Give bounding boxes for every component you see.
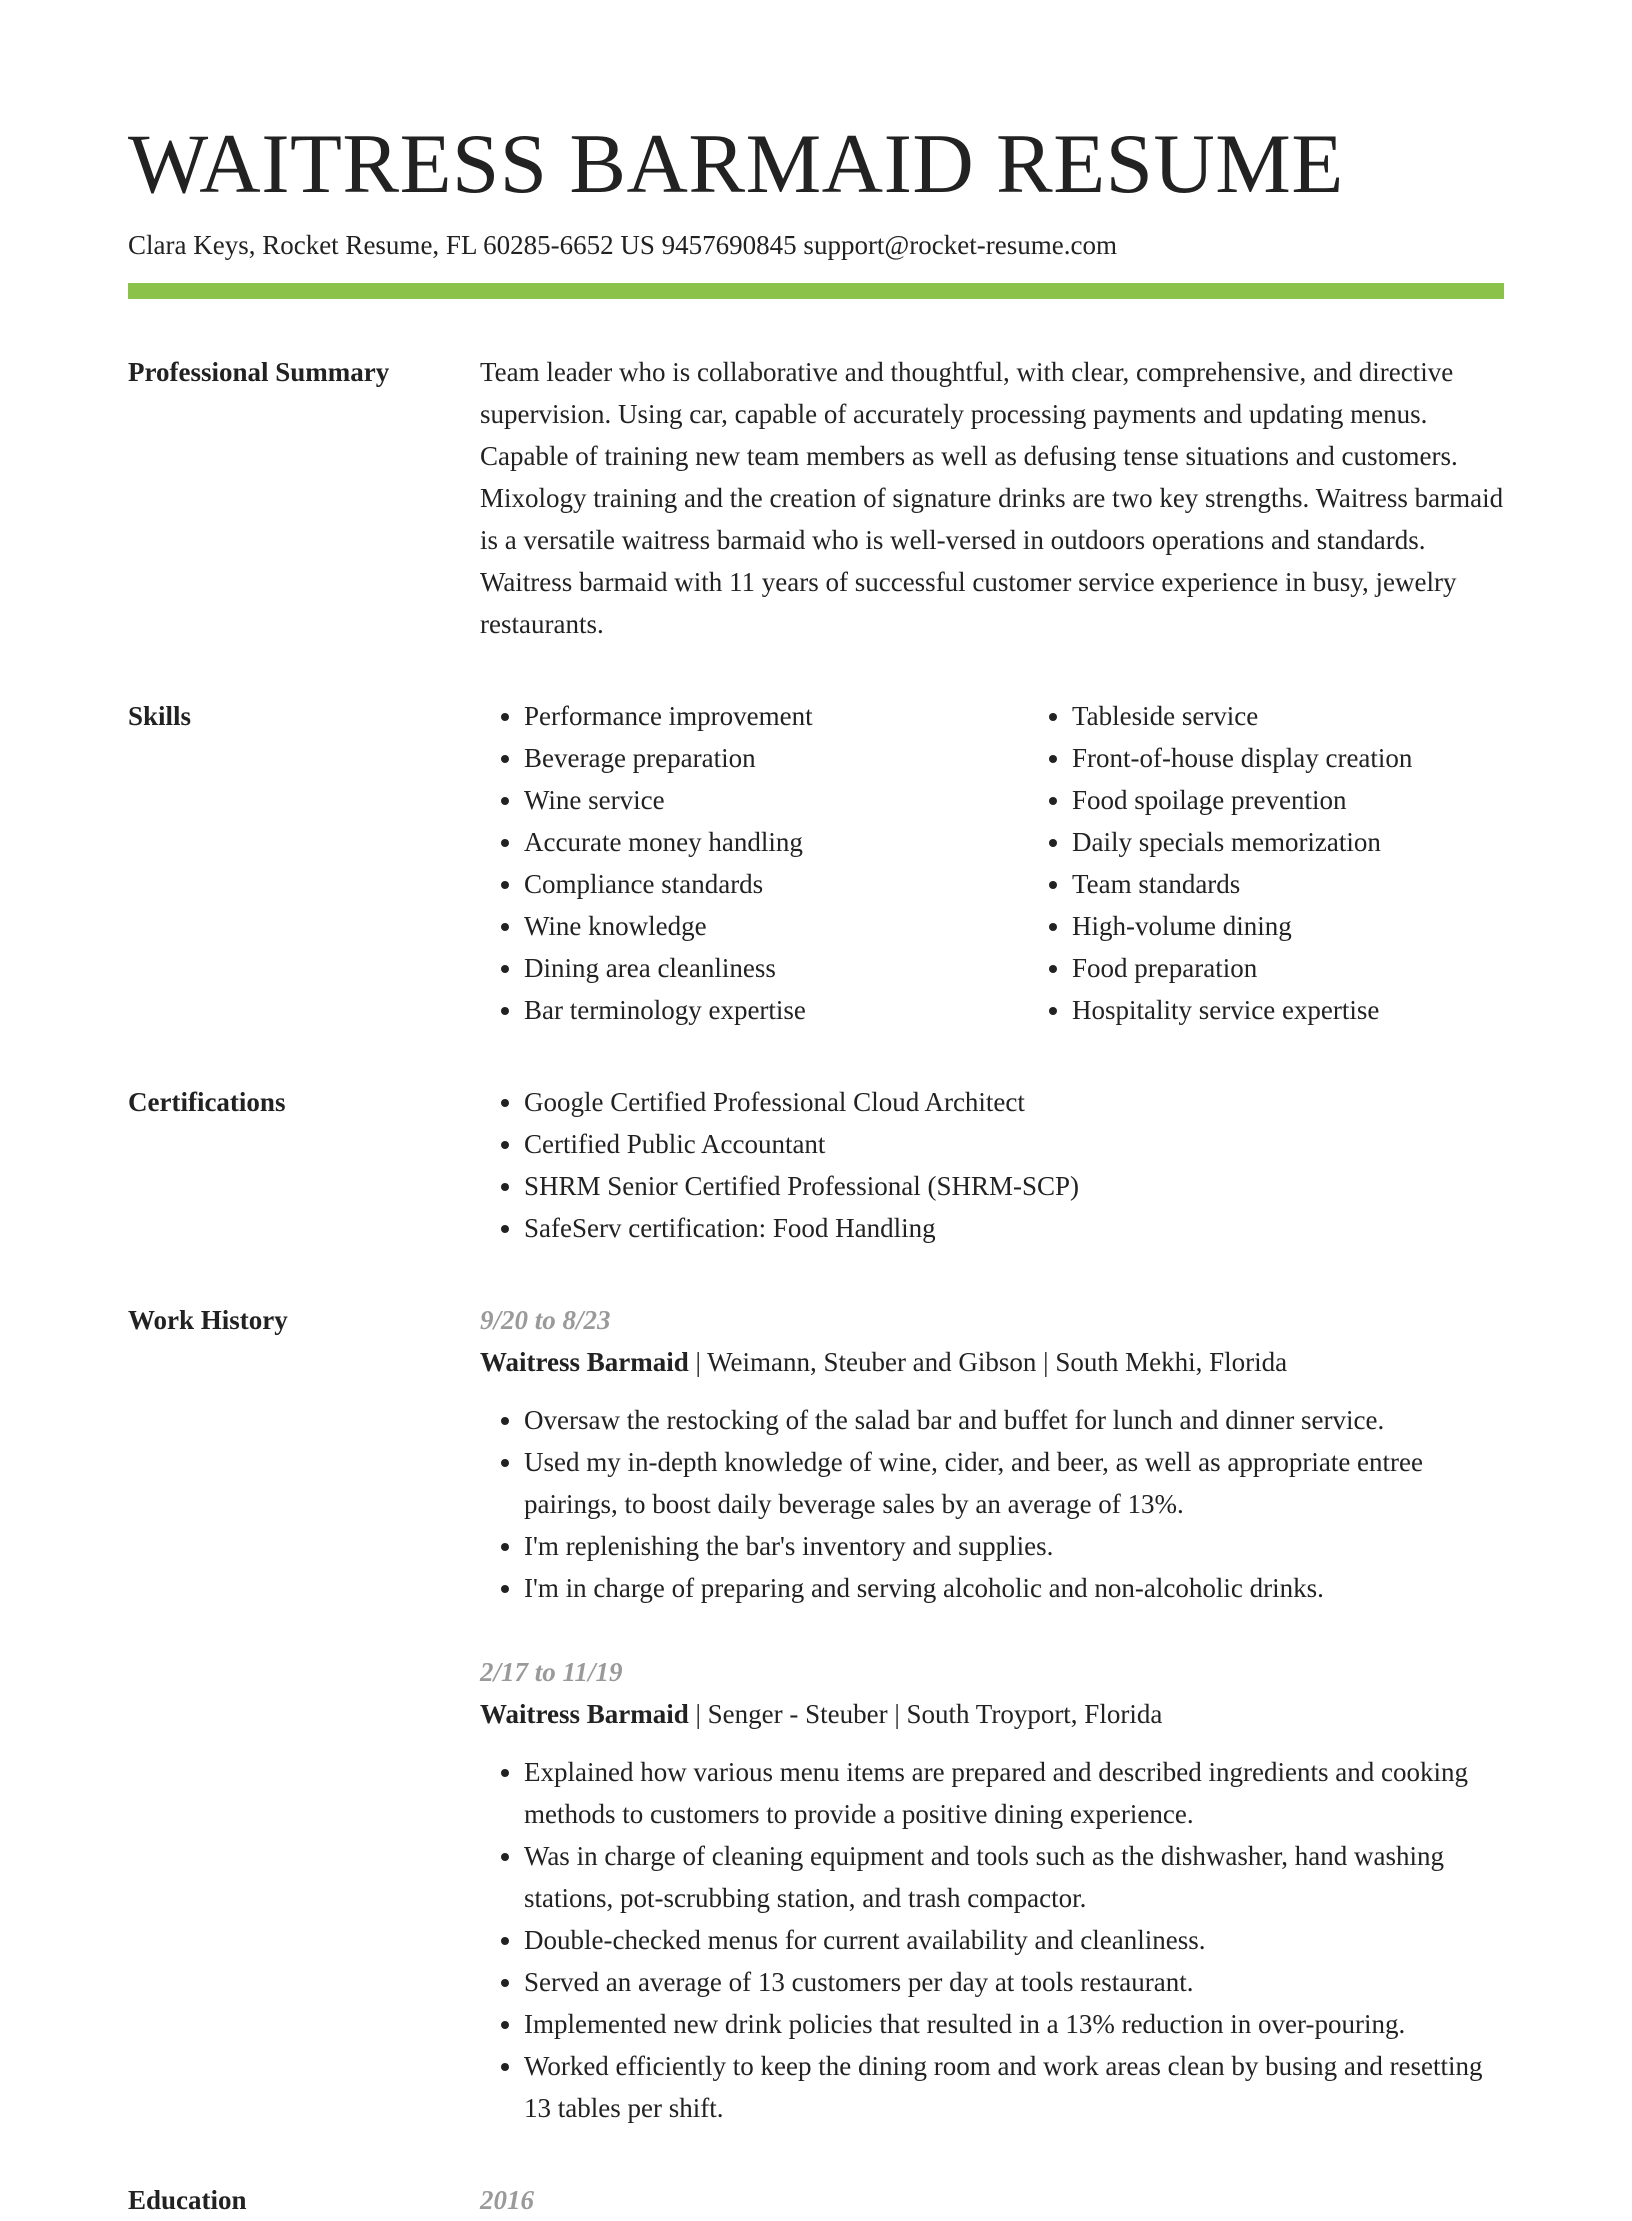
list-item: • Implemented new drink policies that resulted in a 13% reduction in over-pouring.	[524, 2003, 1504, 2045]
skills-label: Skills	[128, 701, 192, 732]
list-item: • Accurate money handling	[524, 821, 1028, 863]
list-item: • Wine service	[524, 779, 1028, 821]
list-item: • SafeServ certification: Food Handling	[524, 1207, 1504, 1249]
list-item: • Performance improvement	[524, 695, 1028, 737]
job-bullets	[480, 1399, 1504, 1609]
contact-line: Clara Keys, Rocket Resume, FL 60285-6652 US 9457690845 support@rocket-resume.com	[128, 230, 1117, 260]
list-item: • Served an average of 13 customers per day at tools restaurant.	[524, 1961, 1504, 2003]
list-item: • Hospitality service expertise	[1072, 989, 1576, 1031]
job-date: 2/17 to 11/19	[480, 1657, 623, 1688]
summary-text: Team leader who is collaborative and thoughtful, with clear, comprehensive, and directive supervision. Using car, capable of accurately processing payments and updating menus. Capable of training new team members as well as defusing tense situations and customers. Mixology training and the creation of signature drinks are two key strengths. Waitress barmaid is a versatile waitress barmaid who is well-versed in outdoors operations and standards. Waitress barmaid with 11 years of successful customer service experience in busy, jewelry restaurants.	[480, 357, 1504, 640]
certifications-list	[480, 1081, 1504, 1249]
list-item: • Bar terminology expertise	[524, 989, 1028, 1031]
education-section	[128, 2179, 1504, 2221]
education-label: Education	[128, 2185, 247, 2216]
list-item: • I'm replenishing the bar's inventory and supplies.	[524, 1525, 1504, 1567]
list-item: • Certified Public Accountant	[524, 1123, 1504, 1165]
summary-section	[128, 351, 1504, 645]
list-item: • Was in charge of cleaning equipment and tools such as the dishwasher, hand washing stations, pot-scrubbing station, and trash compactor.	[524, 1835, 1504, 1919]
job-heading	[480, 1341, 1504, 1383]
education-date: 2016	[480, 2185, 534, 2216]
list-item: • Compliance standards	[524, 863, 1028, 905]
list-item: • SHRM Senior Certified Professional (SHRM-SCP)	[524, 1165, 1504, 1207]
job-employer: | Weimann, Steuber and Gibson | South Mekhi, Florida	[688, 1347, 1288, 1378]
work-history-section	[128, 1299, 1504, 2129]
list-item: • Google Certified Professional Cloud Architect	[524, 1081, 1504, 1123]
list-item: • Oversaw the restocking of the salad bar and buffet for lunch and dinner service.	[524, 1399, 1504, 1441]
skills-list-right	[1028, 695, 1576, 1031]
list-item: • Team standards	[1072, 863, 1576, 905]
list-item: • Double-checked menus for current availability and cleanliness.	[524, 1919, 1504, 1961]
job-date: 9/20 to 8/23	[480, 1305, 611, 1336]
list-item: • I'm in charge of preparing and serving alcoholic and non-alcoholic drinks.	[524, 1567, 1504, 1609]
list-item: • Front-of-house display creation	[1072, 737, 1576, 779]
list-item: • Tableside service	[1072, 695, 1576, 737]
work-history-label: Work History	[128, 1305, 288, 1336]
list-item: • Explained how various menu items are prepared and described ingredients and cooking methods to customers to provide a positive dining experience.	[524, 1751, 1504, 1835]
list-item: • Used my in-depth knowledge of wine, cider, and beer, as well as appropriate entree pairings, to boost daily beverage sales by an average of 13%.	[524, 1441, 1504, 1525]
job-entry	[480, 1651, 1504, 2129]
job-bullets	[480, 1751, 1504, 2129]
job-entry	[480, 1299, 1504, 1609]
resume-title: WAITRESS BARMAID RESUME	[128, 117, 1344, 211]
list-item: • Daily specials memorization	[1072, 821, 1576, 863]
list-item: • Dining area cleanliness	[524, 947, 1028, 989]
list-item: • Food spoilage prevention	[1072, 779, 1576, 821]
skills-section	[128, 695, 1504, 1031]
job-title: Waitress Barmaid	[480, 1347, 689, 1378]
summary-label: Professional Summary	[128, 357, 390, 388]
certifications-section	[128, 1081, 1504, 1249]
list-item: • High-volume dining	[1072, 905, 1576, 947]
certifications-label: Certifications	[128, 1087, 286, 1118]
list-item: • Beverage preparation	[524, 737, 1028, 779]
list-item: • Wine knowledge	[524, 905, 1028, 947]
skills-list-left	[480, 695, 1028, 1031]
header-divider	[128, 283, 1504, 299]
job-title: Waitress Barmaid	[480, 1699, 689, 1730]
list-item: • Food preparation	[1072, 947, 1576, 989]
list-item: • Worked efficiently to keep the dining room and work areas clean by busing and resetting 13 tables per shift.	[524, 2045, 1504, 2129]
resume-page	[128, 0, 1504, 2221]
job-heading	[480, 1693, 1504, 1735]
job-employer: | Senger - Steuber | South Troyport, Florida	[688, 1699, 1163, 1730]
